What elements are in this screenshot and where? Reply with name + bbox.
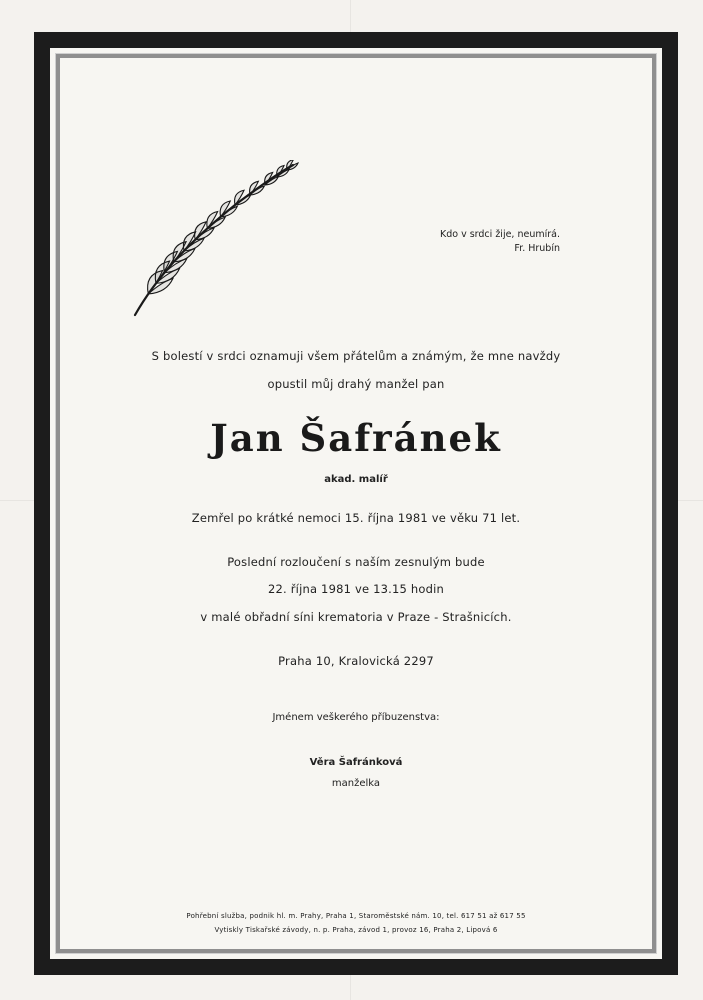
family-member-name: Věra Šafránková [309, 757, 403, 768]
palm-branch-icon [125, 160, 305, 320]
footer-line-2: Vytiskly Tiskařské závody, n. p. Praha, závod 1, provoz 16, Praha 2, Lipová 6 [214, 926, 498, 934]
quote-author: Fr. Hrubín [514, 243, 560, 254]
quote-text: Kdo v srdci žije, neumírá. [439, 229, 560, 240]
footer-line-1: Pohřební služba, podnik hl. m. Prahy, Praha 1, Staroměstské nám. 10, tel. 617 51 až 617 55 [186, 912, 526, 920]
announcement-line-1: S bolestí v srdci oznamuji všem přátelům a známým, že mne navždy [151, 349, 561, 363]
announcement-line-2: opustil můj drahý manžel pan [267, 377, 445, 391]
deceased-title: akad. malíř [324, 474, 388, 485]
family-intro: Jménem veškerého příbuzenstva: [272, 712, 440, 723]
address: Praha 10, Kralovická 2297 [278, 654, 434, 668]
deceased-name: Jan Šafránek [210, 416, 502, 460]
farewell-line-2: 22. října 1981 ve 13.15 hodin [268, 582, 444, 596]
farewell-line-3: v malé obřadní síni krematoria v Praze - Strašnicích. [200, 610, 512, 624]
death-notice: Zemřel po krátké nemoci 15. října 1981 ve věku 71 let. [191, 511, 521, 525]
family-member-relation: manželka [331, 778, 381, 789]
farewell-line-1: Poslední rozloučení s naším zesnulým bude [227, 555, 485, 569]
